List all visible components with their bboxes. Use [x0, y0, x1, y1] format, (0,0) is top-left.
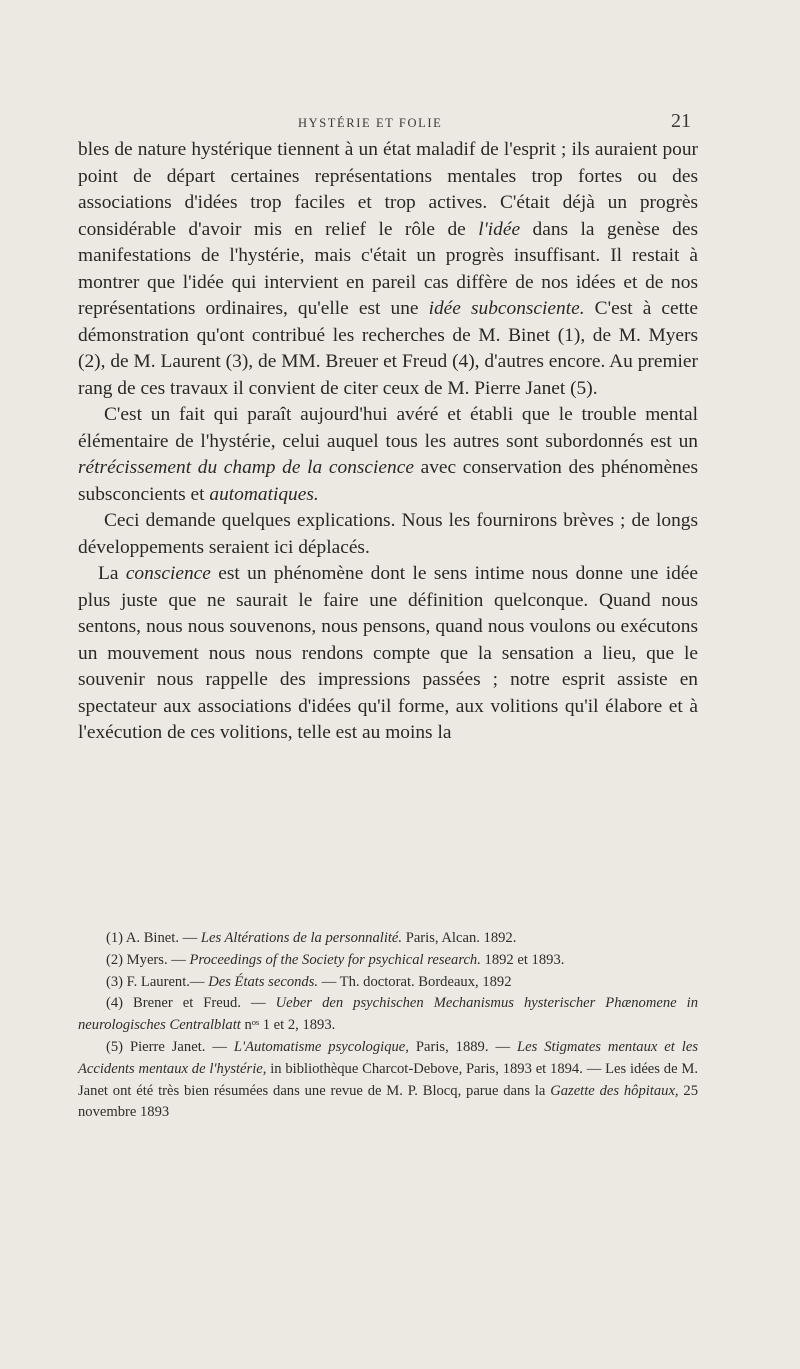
footnotes — [78, 928, 698, 1124]
paragraph-4: La conscience est un phénomène dont le sens intime nous donne une idée plus juste que ne saurait le faire une définition quelconque. Quand nous sentons, nous nous souvenons, nous pensons, quand nous voulons ou exécutons un mouvement nous nous rendons compte que la sensation a lieu, que le souvenir nous rappelle des impressions passées ; notre esprit assiste en spectateur aux associations d'idées qu'il forme, aux volitions qu'il élabore et à l'exécution de ces volitions, telle est au moins la — [78, 563, 698, 743]
page-number: 21 — [671, 110, 691, 132]
running-title: HYSTÉRIE ET FOLIE — [298, 116, 443, 130]
running-head — [0, 110, 800, 138]
footnote-2: (2) Myers. — Proceedings of the Society for psychical research. 1892 et 1893. — [106, 951, 565, 968]
footnote-5: (5) Pierre Janet. — L'Automatisme psycologique, Paris, 1889. — Les Stigmates mentaux et les Accidents mentaux de l'hystérie, in bibliothèque Charcot-Debove, Paris, 1893 et 1894. — Les idées de M. Janet ont été très bien résumées dans une revue de M. P. Blocq, parue dans la Gazette des hôpitaux, 25 novembre 1893 — [78, 1038, 698, 1121]
footnote-3: (3) F. Laurent.— Des États seconds. — Th. doctorat. Bordeaux, 1892 — [106, 973, 512, 990]
body-text — [78, 137, 698, 747]
footnote-1: (1) A. Binet. — Les Altérations de la personnalité. Paris, Alcan. 1892. — [106, 930, 517, 946]
paragraph-3: Ceci demande quelques explications. Nous les fournirons brèves ; de longs développements seraient ici déplacés. — [78, 510, 698, 558]
paragraph-2: C'est un fait qui paraît aujourd'hui avéré et établi que le trouble mental élémentaire de l'hystérie, celui auquel tous les autres sont subordonnés est un rétrécissement du champ de la conscience avec conservation des phénomènes subsconcients et automatiques. — [78, 404, 698, 505]
paragraph-1: bles de nature hystérique tiennent à un état maladif de l'esprit ; ils auraient pour point de départ certaines représentations mentales trop fortes ou des associations d'idées trop faciles et trop actives. C'était déjà un progrès considérable d'avoir mis en relief le rôle de l'idée dans la genèse des manifestations de l'hystérie, mais c'était un progrès insuffisant. Il restait à montrer que l'idée qui intervient en pareil cas diffère de nos idées et de nos représentations ordinaires, qu'elle est une idée subconsciente. C'est à cette démonstration qu'ont contribué les recherches de M. Binet (1), de M. Myers (2), de M. Laurent (3), de MM. Breuer et Freud (4), d'autres encore. Au premier rang de ces travaux il convient de citer ceux de M. Pierre Janet (5). — [78, 139, 698, 399]
footnote-4: (4) Brener et Freud. — Ueber den psychischen Mechanismus hysterischer Phænomene in neurologisches Centralblatt nᵒˢ 1 et 2, 1893. — [78, 995, 698, 1034]
